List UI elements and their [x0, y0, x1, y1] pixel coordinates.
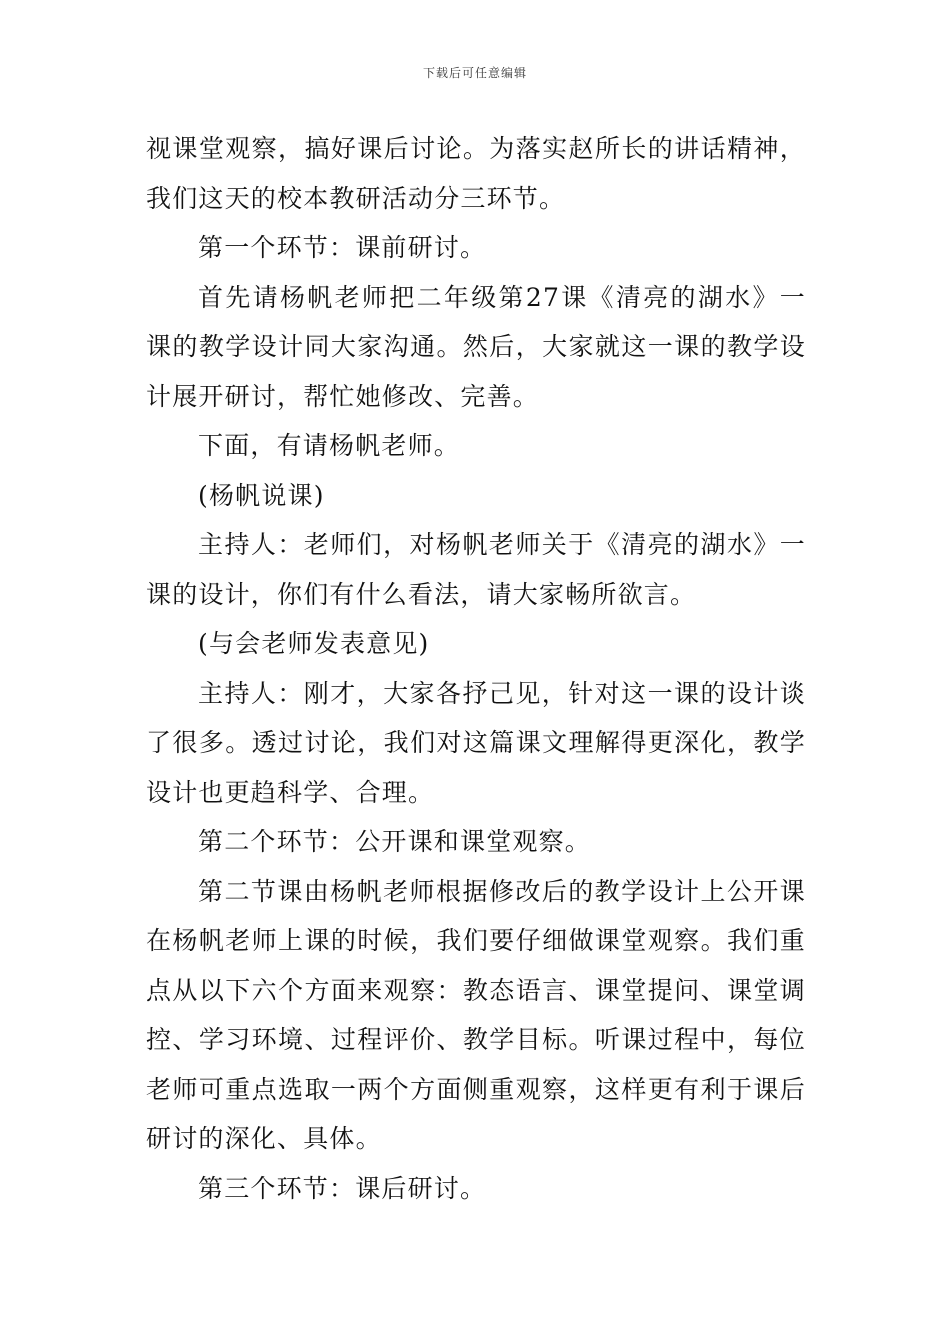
paragraph-observation-details: 第二节课由杨帆老师根据修改后的教学设计上公开课在杨帆老师上课的时候，我们要仔细做课堂观察。我们重点从以下六个方面来观察：教态语言、课堂提问、课堂调控、学习环境、过程评价、教学目标。听课过程中，每位老师可重点选取一两个方面侧重观察，这样更有利于课后研讨的深化、具体。 — [146, 876, 806, 1153]
paragraph-host-question: 主持人：老师们，对杨帆老师关于《清亮的湖水》一课的设计，你们有什么看法，请大家畅所欲言。 — [146, 530, 806, 609]
paragraph-stage-note-opinions: (与会老师发表意见) — [198, 629, 430, 658]
paragraph-section-three-heading: 第三个环节：课后研讨。 — [198, 1173, 487, 1203]
page-header: 下载后可任意编辑 — [422, 66, 527, 80]
body-text — [146, 124, 806, 1213]
paragraph-invite-teacher: 下面，有请杨帆老师。 — [198, 431, 461, 460]
paragraph-stage-note-talk: (杨帆说课) — [198, 480, 325, 510]
paragraph-continued: 视课堂观察，搞好课后讨论。为落实赵所长的讲话精神，我们这天的校本教研活动分三环节。 — [146, 134, 806, 213]
paragraph-section-one-heading: 第一个环节：课前研讨。 — [198, 233, 487, 262]
paragraph-lesson-intro: 首先请杨帆老师把二年级第27课《清亮的湖水》一课的教学设计同大家沟通。然后，大家就这一课的教学设计展开研讨，帮忙她修改、完善。 — [146, 282, 806, 411]
paragraph-host-summary: 主持人：刚才，大家各抒己见，针对这一课的设计谈了很多。透过讨论，我们对这篇课文理解得更深化，教学设计也更趋科学、合理。 — [146, 678, 806, 807]
paragraph-section-two-heading: 第二个环节：公开课和课堂观察。 — [198, 827, 592, 856]
